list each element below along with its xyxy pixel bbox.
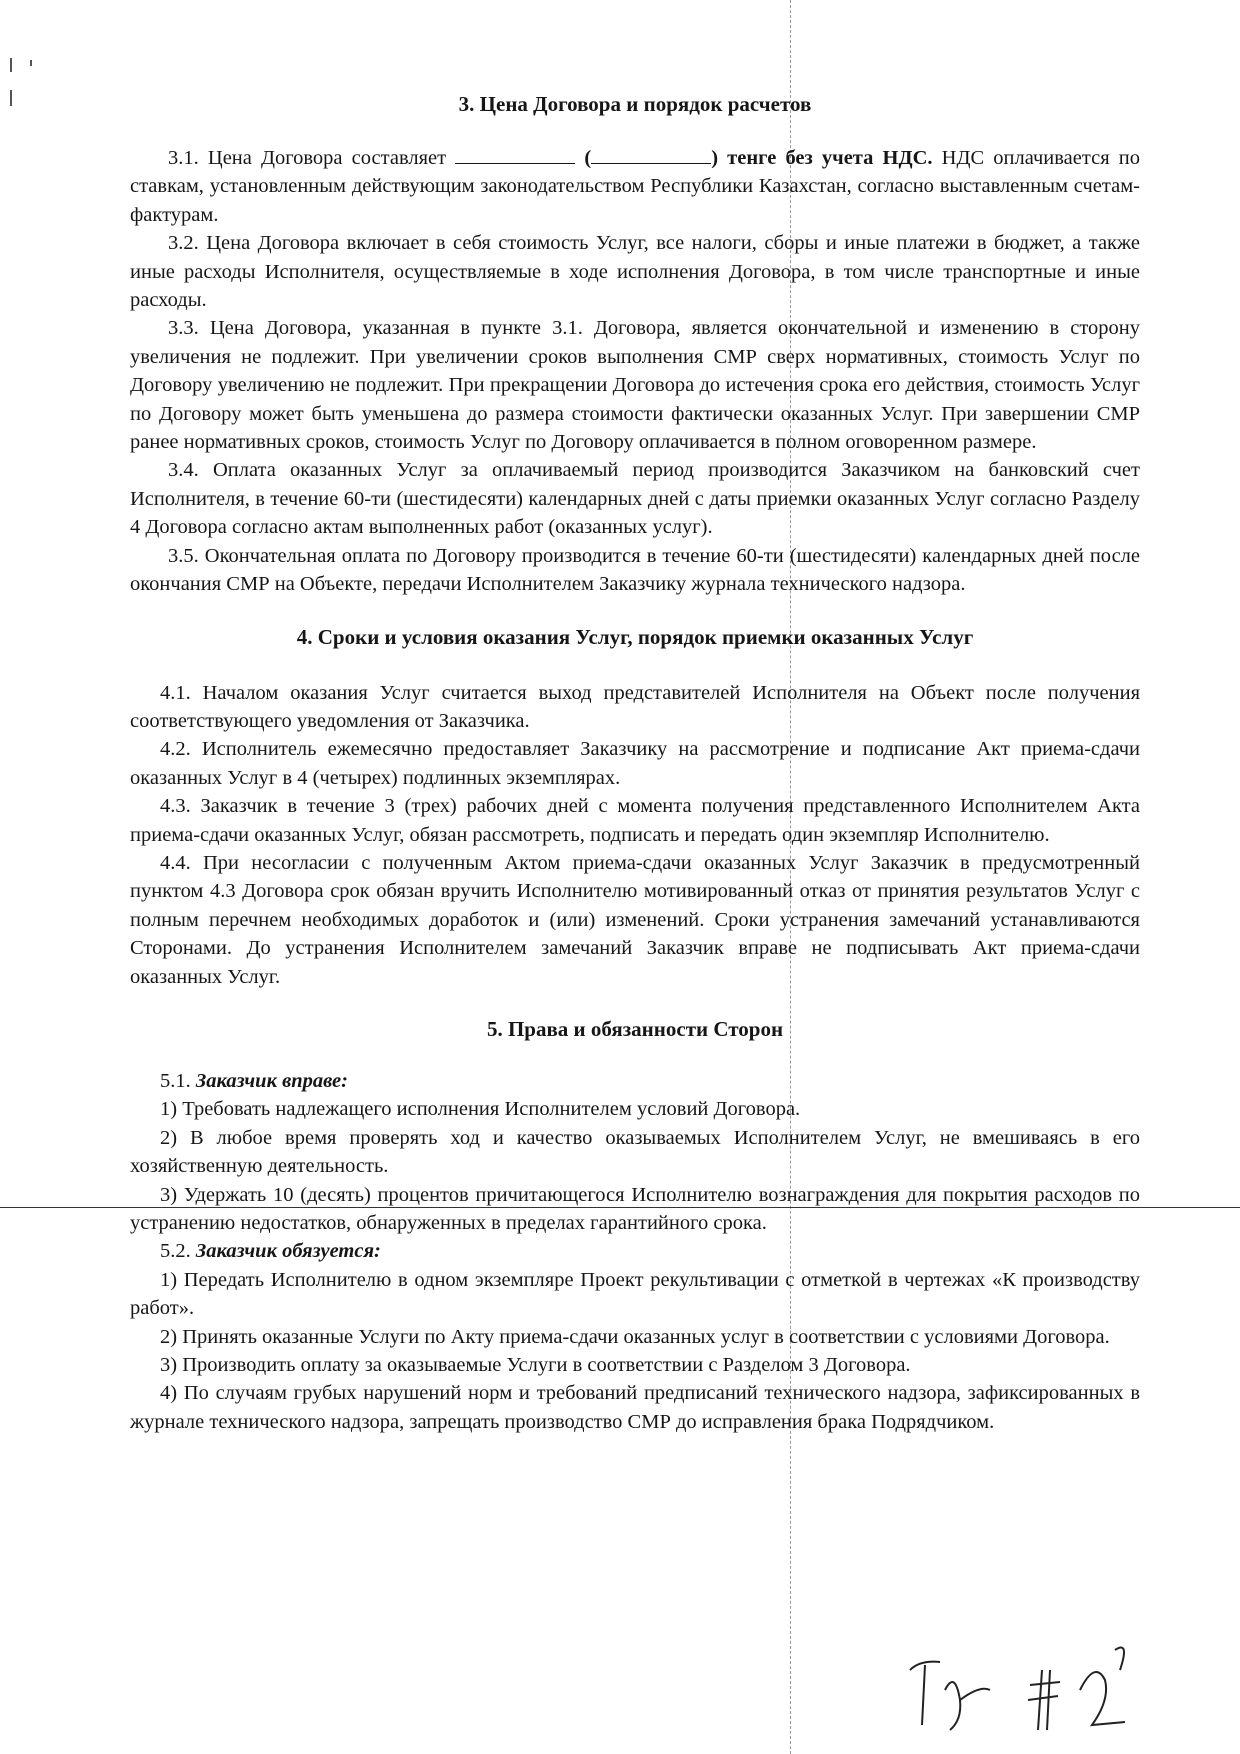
- document-body: [130, 90, 1140, 1436]
- blank-field: [455, 145, 575, 164]
- clause-5-2-number: 5.2.: [160, 1240, 196, 1263]
- clause-3-1-bracket: (: [575, 147, 592, 169]
- clause-3-3: 3.3. Цена Договора, указанная в пункте 3.1. Договора, является окончательной и изменению в сторону увеличения не подлежит. При увеличении сроков выполнения СМР сверх нормативных, стоимость Услуг по Договору увеличению не подлежит. При прекращении Договора до истечения срока его действия, стоимость Услуг по Договору может быть уменьшена до размера стоимости фактически оказанных Услуг. При завершении СМР ранее нормативных сроков, стоимость Услуг по Договору оплачивается в полном оговоренном размере.: [130, 317, 1140, 454]
- clause-3-4: 3.4. Оплата оказанных Услуг за оплачиваемый период производится Заказчиком на банковский счет Исполнителя, в течение 60-ти (шестидесяти) календарных дней с даты приемки оказанных Услуг согласно Разделу 4 Договора согласно актам выполненных работ (оказанных услуг).: [130, 459, 1140, 539]
- clause-4-3: 4.3. Заказчик в течение 3 (трех) рабочих дней с момента получения представленного Исполнителем Акта приема-сдачи оказанных Услуг, обязан рассмотреть, подписать и передать один экземпляр Исполнителю.: [130, 795, 1140, 846]
- list-item: 1) Передать Исполнителю в одном экземпляре Проект рекультивации с отметкой в чертежах «К производству работ».: [130, 1268, 1140, 1320]
- scan-mark: [10, 58, 12, 72]
- list-item: 2) В любое время проверять ход и качество оказываемых Исполнителем Услуг, не вмешиваясь в его хозяйственную деятельность.: [130, 1126, 1140, 1178]
- section-3-title: 3. Цена Договора и порядок расчетов: [458, 92, 812, 116]
- handwritten-signature: [900, 1630, 1140, 1740]
- clause-4-2: 4.2. Исполнитель ежемесячно предоставляет Заказчику на рассмотрение и подписание Акт приема-сдачи оказанных Услуг в 4 (четырех) подлинных экземплярах.: [130, 738, 1140, 789]
- list-item: 3) Производить оплату за оказываемые Услуги в соответствии с Разделом 3 Договора.: [160, 1354, 911, 1377]
- scan-mark: [10, 90, 12, 106]
- clause-5-2-heading: [130, 1237, 1140, 1265]
- clause-3-1: [130, 144, 1140, 229]
- clause-3-5: 3.5. Окончательная оплата по Договору производится в течение 60-ти (шестидесяти) календарных дней после окончания СМР на Объекте, передачи Исполнителем Заказчику журнала технического надзора.: [130, 544, 1140, 596]
- clause-4-1: 4.1. Началом оказания Услуг считается выход представителей Исполнителя на Объект после получения соответствующего уведомления от Заказчика.: [130, 681, 1140, 732]
- blank-field: [591, 145, 711, 164]
- list-item: 1) Требовать надлежащего исполнения Исполнителем условий Договора.: [160, 1098, 801, 1121]
- clause-3-1-bold: ) тенге без учета НДС.: [711, 147, 933, 169]
- clause-5-1-heading: [130, 1067, 1140, 1095]
- list-item: 3) Удержать 10 (десять) процентов причитающегося Исполнителю вознаграждения для покрытия расходов по устранению недостатков, обнаруженных в пределах гарантийного срока.: [130, 1183, 1140, 1234]
- clause-5-1-title: Заказчик вправе:: [195, 1069, 348, 1092]
- clause-3-1-text: 3.1. Цена Договора составляет: [168, 147, 456, 169]
- clause-3-2: 3.2. Цена Договора включает в себя стоимость Услуг, все налоги, сборы и иные платежи в бюджет, а также иные расходы Исполнителя, осуществляемые в ходе исполнения Договора, в том числе транспортные и иные расходы.: [130, 232, 1140, 312]
- clause-5-1-number: 5.1.: [160, 1069, 196, 1092]
- scan-mark: [30, 60, 32, 66]
- list-item: 2) Принять оказанные Услуги по Акту приема-сдачи оказанных услуг в соответствии с условиями Договора.: [160, 1325, 1110, 1348]
- clause-4-4: 4.4. При несогласии с полученным Актом приема-сдачи оказанных Услуг Заказчик в предусмотренный пунктом 4.3 Договора срок обязан вручить Исполнителю мотивированный отказ от принятия результатов Услуг с полным перечнем необходимых доработок и (или) изменений. Сроки устранения замечаний устанавливаются Сторонами. До устранения Исполнителем замечаний Заказчик вправе не подписывать Акт приема-сдачи оказанных Услуг.: [130, 851, 1140, 988]
- clause-5-2-title: Заказчик обязуется:: [195, 1240, 381, 1263]
- list-item: 4) По случаям грубых нарушений норм и требований предписаний технического надзора, зафиксированных в журнале технического надзора, запрещать производство СМР до исправления брака Подрядчиком.: [130, 1382, 1140, 1433]
- section-5-title: 5. Права и обязанности Сторон: [486, 1016, 784, 1041]
- clause-3-1-rest: НДС оплачивается по ставкам, установленным действующим законодательством Республики Казахстан, согласно выставленным счетам-фактурам.: [130, 147, 1140, 226]
- section-4-title: 4. Сроки и условия оказания Услуг, порядок приемки оказанных Услуг: [296, 624, 974, 649]
